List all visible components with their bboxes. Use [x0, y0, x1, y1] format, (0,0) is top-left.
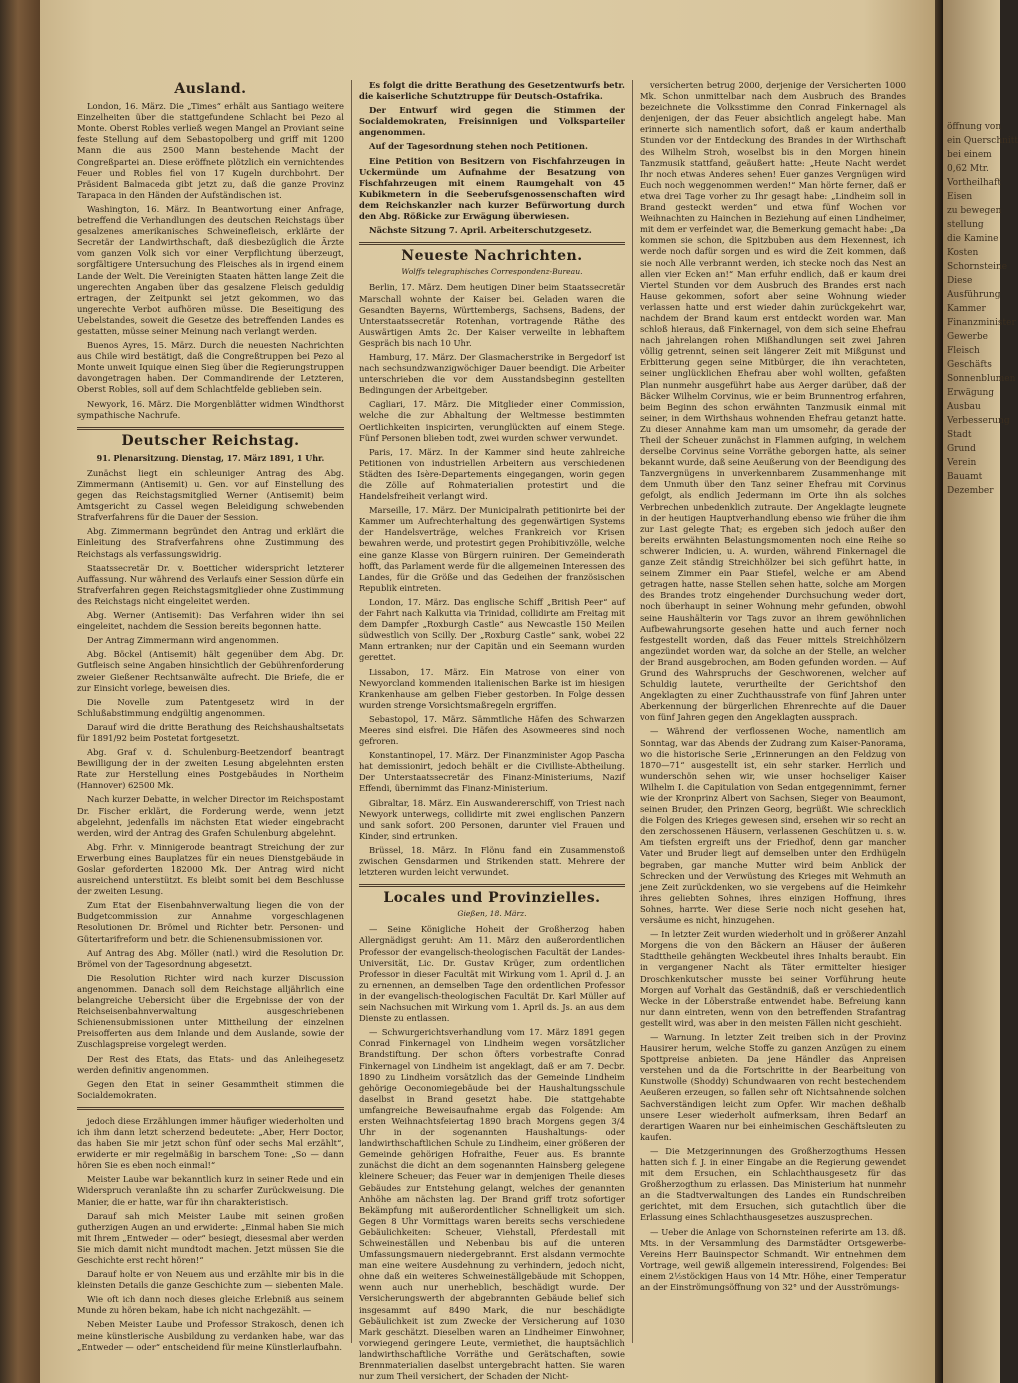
reichstag-paragraph: Gegen den Etat in seiner Gesammtheit stimmen die Socialdemokraten. — [77, 1078, 344, 1100]
fragment-line: bei einem — [947, 150, 992, 160]
local-paragraph: — Ueber die Anlage von Schornsteinen referirte am 13. dß. Mts. in der Versammlung des Darmstädter Ortsgewerbe-Vereins Herr Bauinspector Schmandt. Wir entnehmen dem Vortrage, weil gewiß allgemein interessirend, Folgendes: Bei einem 2½stöckigen Haus von 14 Mtr. Höhe, einer Temperatur an der Einströmungsöffnung von 32° und der Ausströmungs- — [639, 1226, 906, 1293]
fragment-line: Vortheilhaft — [947, 178, 1001, 188]
newspaper-page — [40, 0, 935, 1383]
local-paragraph: — In letzter Zeit wurden wiederholt und in größerer Anzahl Morgens die von den Bäckern an Häuser der äußeren Stadttheile gehängten Weckbeutel ihres Inhalts beraubt. Ein in vergangener Nacht als Täter ermittelter hiesiger Droschkenkutscher musste bei seiner Vorführung heute Morgen auf Vorhalt das Geständniß, daß er verschiedentlich Wecke in der Löberstraße entwendet habe. Befreiung kann nur dann eintreten, wenn von den betreffenden Strafantrag gestellt wird, was aber in den meisten Fällen nicht geschieht. — [639, 929, 906, 1028]
fragment-line: Stadt — [947, 430, 972, 440]
fragment-line: Diese — [947, 276, 973, 286]
fragment-line: Gewerbe — [947, 332, 988, 342]
reichstag-paragraph: Zunächst liegt ein schleuniger Antrag des Abg. Zimmermann (Antisemit) u. Gen. vor auf Einstellung des gegen das Reichstagsmitglied Werner (Antisemit) beim Amtsgericht zu Cassel wegen Beleidigung schwebenden Strafverfahrens für die Dauer der Session. — [77, 467, 344, 523]
column-3 — [632, 80, 913, 1343]
local-paragraph: — Die Metzgerinnungen des Großherzogthums Hessen hatten sich f. J. in einer Eingabe an die Regierung gewendet mit dem Ersuchen, ein Schlachthausgesetz für das Großherzogthum zu erlassen. Das Ministerium hat nunmehr an die Stadtverwaltungen des Landes ein Rundschreiben gerichtet, mit dem Ersuchen, sich gutachtlich über die Erlassung eines Schlachthausgesetzes auszusprechen. — [639, 1145, 906, 1223]
fragment-line: Grund — [947, 444, 976, 454]
reichstag-paragraph: Die Resolution Richter wird nach kurzer Discussion angenommen. Danach soll dem Reichstage alljährlich eine belangreiche Uebersicht über die Ergebnisse der von der Reichseisenbahnverwaltung ausgeschriebenen Schienensubmissionen unter Mittheilung der einzelnen Preisofferten aus dem Inlande und dem Auslande, sowie der Zuschlagspreise vorgelegt werden. — [77, 972, 344, 1050]
local-paragraph: — Während der verflossenen Woche, namentlich am Sonntag, war das Abends der Zudrang zum Kaiser-Panorama, wo die historische Serie „Erinnerungen an den Feldzug von 1870—71“ ausgestellt ist, ein sehr starker. Herrlich und wunderschön sehen wir, wie unser hochseliger Kaiser Wilhelm I. die Capitulation von Sedan entgegennimmt, ferner wie der Kronprinz Albert von Sachsen, Sieger von Beaumont, seinen Bruder, den Prinzen Georg, begrüßt. Wie schrecklich die Folgen des Krieges gewesen sind, ersehen wir so recht an den zerschossenen Häusern, verlassenen Geschützen u. s. w. Am tiefsten ergreift uns der Friedhof, denn gar mancher Vater und Bruder liegt auf demselben unter den Erdhügeln begraben, gar manche Mutter wird beim Anblick der Schrecken und der Verwüstung des Krieges mit Wehmuth an jene Zeit zurückdenken, wo sie vergebens auf die Heimkehr ihres geliebten Sohnes, ihres einzigen Hoffnung, ihres Sohnes, harrte. Wer diese Serie noch nicht gesehen hat, versäume es nicht, hinzugehen. — [639, 726, 906, 926]
fragment-line: ein Querschnitt — [947, 136, 1018, 146]
reichstag-paragraph: Eine Petition von Besitzern von Fischfahrzeugen in Uckermünde um Aufnahme der Besatzung von Fischfahrzeugen mit einem Raumgehalt von 45 Kubikmetern in die Seeberufsgenossenschaften wird dem Reichskanzler nach kurzer Befürwortung durch den Abg. Rößicke zur Erwägung überwiesen. — [358, 155, 625, 222]
reichstag-paragraph: Die Novelle zum Patentgesetz wird in der Schlußabstimmung endgültig angenommen. — [77, 696, 344, 718]
wire-service-line: Wolffs telegraphisches Correspondenz-Bureau. — [401, 267, 583, 277]
locales-articles — [359, 924, 625, 1382]
section-heading-reichstag: Deutscher Reichstag. — [121, 432, 300, 449]
news-paragraph: Berlin, 17. März. Dem heutigen Diner beim Staatssecretär Marschall wohnte der Kaiser bei. Geladen waren die Gesandten Bayerns, Württembergs, Sachsens, Badens, der Unterstaatssecretär Rotenhan, vortragende Räthe des Auswärtigen Amts 2c. Der Kaiser verweilte in lebhaftem Gespräch bis nach 10 Uhr. — [358, 282, 625, 348]
reichstag-paragraph: Der Rest des Etats, das Etats- und das Anleihegesetz werden definitiv angenommen. — [77, 1053, 344, 1075]
reichstag-paragraph: Abg. Frhr. v. Minnigerode beantragt Streichung der zur Erwerbung eines Bauplatzes für ein neues Dienstgebäude in Goslar geforderten 182000 Mk. Der Antrag wird nicht ausreichend unterstützt. Es bleibt somit bei dem Beschlusse der zweiten Lesung. — [77, 841, 344, 897]
section-heading-locales: Locales und Provinzielles. — [383, 890, 601, 907]
feuilleton-paragraph: Meister Laube war bekanntlich kurz in seiner Rede und ein Widerspruch veranlaßte ihn zu scharfer Zurückweisung. Die Manier, die er hatte, war für ihn charakteristisch. — [77, 1174, 344, 1207]
nachrichten-articles — [359, 282, 625, 878]
feuilleton-paragraph: jedoch diese Erzählungen immer häufiger wiederholten und ich ihm dann letzt scherzend bedeutete: „Aber, Herr Doctor, das haben Sie mir jetzt schon fünf oder sechs Mal erzählt“, erwiderte er mir regelmäßig in barschem Tone: „So — dann hören Sie es eben noch einmal!“ — [77, 1115, 344, 1171]
reichstag-paragraph: Darauf wird die dritte Berathung des Reichshaushaltsetats für 1891/92 beim Postetat fortgesetzt. — [77, 721, 344, 743]
fragment-line: Verbesserung — [947, 416, 1010, 426]
news-paragraph: Newyork, 16. März. Die Morgenblätter widmen Windthorst sympathische Nachrufe. — [77, 398, 344, 420]
news-paragraph: Lissabon, 17. März. Ein Matrose von einer von Newyorcland kommenden italienischen Barke ist im hiesigen Krankenhause am gelben Fieber gestorben. In Folge dessen wurden strenge Vorsichtsmaßregeln ergriffen. — [358, 666, 625, 710]
fragment-line: Erwägung — [947, 388, 995, 398]
reichstag-paragraph: Nächste Sitzung 7. April. Arbeiterschutzgesetz. — [368, 225, 592, 236]
news-paragraph: Paris, 17. März. In der Kammer sind heute zahlreiche Petitionen von industriellen Arbeitern aus verschiedenen Städten des Isère-Departements eingegangen, worin gegen die Zölle auf Rohmaterialien protestirt und die Handelsfreiheit verlangt wird. — [358, 446, 625, 502]
news-paragraph: Marseille, 17. März. Der Municipalrath petitionirte bei der Kammer um Aufrechterhaltung des gegenwärtigen Systems der Handelsverträge, welches Frankreich vor Krisen bewahren werde, und protestirt gegen Prohibitivzölle, welche eine ganze Klasse von Bürgern ruiniren. Der Gemeinderath hofft, das Parlament werde für die allgemeinen Interessen des Landes, für die Größe und das Gedeihen der französischen Republik eintreten. — [358, 505, 625, 593]
feuilleton-paragraph: Darauf holte er von Neuem aus und erzählte mir bis in die kleinsten Details die ganze Geschichte zum — siebenten Male. — [77, 1269, 344, 1291]
fragment-line: öffnung von — [947, 122, 1002, 132]
reichstag-paragraph: Der Antrag Zimmermann wird angenommen. — [87, 635, 279, 646]
fragment-line: zu bewegen — [947, 206, 1002, 216]
news-paragraph: Brüssel, 18. März. In Flönu fand ein Zusammenstoß zwischen Gensdarmen und Strikenden statt. Mehrere der letzteren wurden leicht verwundet. — [358, 844, 625, 878]
news-paragraph: Gibraltar, 18. März. Ein Auswandererschiff, von Triest nach Newyork unterwegs, collidirte mit zwei englischen Panzern und sank sofort. 200 Personen, darunter viel Frauen und Kinder, sind ertrunken. — [358, 797, 625, 841]
reichstag-paragraph: Auf Antrag des Abg. Möller (natl.) wird die Resolution Dr. Brömel von der Tagesordnung abgesetzt. — [77, 947, 344, 969]
fragment-line: Sonnenblumen — [947, 374, 1016, 384]
fragment-line: Kosten — [947, 248, 979, 258]
fragment-line: Bauamt — [947, 472, 983, 482]
section-heading-nachrichten: Neueste Nachrichten. — [401, 248, 583, 265]
section-divider — [359, 884, 625, 887]
feuilleton-paragraph: Wie oft ich dann noch dieses gleiche Erlebniß aus seinem Munde zu hören bekam, habe ich nicht nachgezählt. — — [77, 1294, 344, 1316]
fragment-line: Finanzminister — [947, 318, 1016, 328]
feuilleton-paragraph: Darauf sah mich Meister Laube mit seinen großen gutherzigen Augen an und erwiderte: „Einmal haben Sie mich mit Ihrem „Entweder — oder“ besiegt, diesesmal aber werden Sie mich damit nicht mundtodt machen. Jetzt müssen Sie die Geschichte erst recht hören!“ — [77, 1210, 344, 1265]
fragment-line: 0,62 Mtr. — [947, 164, 989, 174]
reichstag-paragraph: Abg. Graf v. d. Schulenburg-Beetzendorf beantragt Bewilligung der in der zweiten Lesung abgelehnten ersten Rate zur Herstellung eines Postgebäudes in Northeim (Hannover) 62500 Mk. — [77, 747, 344, 791]
feuilleton-paragraph: Neben Meister Laube und Professor Strakosch, denen ich meine künstlerische Ausbildung zu verdanken habe, war das „Entweder — oder“ entscheidend für meine Künstlerlaufbahn. — [77, 1319, 344, 1352]
reichstag-paragraph: Abg. Werner (Antisemit): Das Verfahren wider ihn sei eingeleitet, nachdem die Session bereits begonnen hatte. — [77, 610, 344, 632]
reichstag-paragraph: Staatssecretär Dr. v. Boetticher widerspricht letzterer Auffassung. Nur während des Verlaufs einer Session dürfe ein Strafverfahren gegen Reichstagsmitglieder ohne Zustimmung des Reichstags nicht eingeleitet werden. — [77, 562, 344, 606]
local-paragraph: — Warnung. In letzter Zeit treiben sich in der Provinz Hausirer herum, welche Stoffe zu ganzen Anzügen zu einem Spottpreise anbieten. Da jene Händler das Anpreisen verstehen und da die Fortschritte in der Bearbeitung von Kunstwolle (Shoddy) Schundwaaren von recht bestechendem Aeußeren erzeugen, so fallen sehr oft Nichtsahnende solchen Sachverständigen leicht zum Opfer. Wir machen deßhalb unsere Leser wiederholt aufmerksam, ihren Bedarf an derartigen Waaren nur bei einheimischen Geschäftsleuten zu kaufen. — [639, 1031, 906, 1142]
local-paragraph: versicherten betrug 2000, derjenige der Versicherten 1000 Mk. Schon unmittelbar nach dem Ausbruch des Brandes bezeichnete die Volksstimme den Conrad Finkernagel als denjenigen, der das Feuer absichtlich angelegt habe. Man erinnerte sich namentlich sofort, daß er kaum anderthalb Stunden vor der Entdeckung des Brandes in der Wirthschaft des Wilhelm Stroh, woselbst bis in den Morgen hinein Tanzmusik stattfand, geäußert hatte: „Heute Nacht werdet Ihr noch etwas Anderes sehen! Euer ganzes Vergnügen wird Euch noch weggenommen werden!“ Man hörte ferner, daß er etwa drei Tage vorher zu Ihr gesagt habe: „Lindheim soll in Brand gesteckt werden“ und etwa fünf Wochen vor Weihnachten zu Hainchen in Beziehung auf einen Lindheimer, mit dem er verfeindet war, die Bemerkung gemacht habe: „Da kommen sie schon, die Spitzbuben aus dem Hexennest, ich werde noch dafür sorgen und es wird die Zeit kommen, daß sie noch Alle verbrannt werden, ich stecke noch das Nest an allen vier Ecken an!“ Man erfuhr endlich, daß er kaum drei Viertel Stunden vor dem Ausbruch des Brandes erst nach Hause gekommen, sofort aber seine Wohnung wieder verlassen hatte und erst wieder dahin zurückgekehrt war, nachdem der Brand kaum erst entdeckt worden war. Man schloß hieraus, daß Finkernagel, von dem sich seine Ehefrau nach jahrelangen rohen Mißhandlungen seit zwei Jahren völlig getrennt, seinen seit längerer Zeit mit Mißgunst und Erbitterung gegen seine Mitbürger, die ihn verachteten, seiner unglücklichen Ehefrau aber wohl wollten, gefaßten Plan nunmehr ausgeführt habe aus Aerger darüber, daß der Bäcker Wilhelm Corvinus, wie er beim Brunnentrog erfahren, beim Beginn des schon erwähnten Tanzmusik einmal mit seiner, in dem Wirthshaus wohnenden Ehefrau getanzt hatte. Zu dieser Annahme kam man um umsomehr, da gerade der Theil der Scheuer zunächst in Flammen aufging, in welchem derselbe Corvinus seine Vorräthe geborgen hatte, als seiner bekannt wurde, daß seine Aeußerung von der Beendigung des Tanzvergnügens in unverkennbarem Zusammenhange mit dem Unmuth über den Tanz seiner Ehefrau mit Corvinus gefolgt, als endlich Jedermann im Orte ihn als solches Verbrechen unbedenklich zutraute. Der Angeklagte leugnete in der heutigen Hauptverhandlung ebenso wie früher die ihm zur Last gelegte That; es ergeben sich jedoch außer den bereits erwähnten Belastungsmomenten noch eine Reihe so schwerer Indicien, u. A. wurden, während Finkernagel die ganze Zeit ständig Streichhölzer bei sich geführt hatte, in seinem Zimmer ein Paar Stiefel, welche er am Abend getragen hatte, nasse Stellen sehen hatte, solche am Morgen des Brandes trotz eingehender Durchsuchung weder dort, noch überhaupt in seiner Wohnung mehr gefunden, obwohl seine Haushälterin vor Tags zuvor an ihrem gewöhnlichen Aufbewahrungsorte gesehen hatte und auch ferner noch festgestellt worden, daß das Feuer mittels Streichhölzern angezündet worden war, da solche an der Stelle, an welcher der Brand ausgebrochen, am Boden gefunden worden. — Auf Grund des Wahrspruchs der Geschworenen, welcher auf Schuldig lautete, verurtheilte der Gerichtshof den Angeklagten zu einer Zuchthausstrafe von fünf Jahren unter Aberkennung der bürgerlichen Ehrenrechte auf die Dauer von fünf Jahren gegen den Angeklagten aussprach. — [639, 80, 906, 723]
news-paragraph: London, 17. März. Das englische Schiff „British Peer“ auf der Fahrt nach Kalkutta via Trinidad, collidirte am Freitag mit dem Dampfer „Roxburgh Castle“ aus Newcastle 150 Meilen südwestlich von Scilly. Der „Roxburg Castle“ sank, wobei 22 Mann ertranken; nur der Capitän und ein Seemann wurden gerettet. — [358, 596, 625, 663]
fragment-line: Eisen — [947, 192, 973, 202]
fragment-line: Fleisch — [947, 346, 980, 356]
reichstag-paragraph: Abg. Zimmermann begründet den Antrag und erklärt die Einleitung des Strafverfahrens ohne Zustimmung des Reichstags als verfassungswidrig. — [77, 526, 344, 559]
fragment-line: stellung — [947, 220, 984, 230]
reichstag-articles — [77, 468, 344, 1101]
fragment-line: Ausbau — [947, 402, 981, 412]
fragment-line: die Kamine — [947, 234, 999, 244]
section-divider — [77, 427, 344, 430]
news-paragraph: Cagliari, 17. März. Die Mitglieder einer Commission, welche die zur Abhaltung der Weltmesse bestimmten Oertlichkeiten inspicirten, verunglückten auf einem Stege. Fünf Personen blieben todt, zwei wurden schwer verwundet. — [358, 399, 625, 443]
fragment-line: Geschäfts — [947, 360, 992, 370]
ausland-articles — [77, 101, 344, 421]
dateline: Gießen, 18. März. — [457, 909, 527, 919]
reichstag-continuation — [359, 80, 625, 236]
local-paragraph: — Seine Königliche Hoheit der Großherzog haben Allergnädigst geruht: Am 11. März den außerordentlichen Professor der evangelisch-theologischen Facultät der Landes-Universität, Lic. Dr. Gustav Krüger, zum ordentlichen Professor in dieser Facultät mit Wirkung vom 1. April d. J. an zu ernennen, an demselben Tage den ordentlichen Professor in der evangelisch-theologischen Facultät Dr. Karl Müller auf sein Nachsuchen mit Wirkung vom 1. April ds. Js. an aus dem Dienste zu entlassen. — [358, 924, 625, 1024]
book-spine — [0, 0, 40, 1383]
news-paragraph: London, 16. März. Die „Times“ erhält aus Santiago weitere Einzelheiten über die stattgefundene Schlacht bei Pezo al Monte. Oberst Robles verließ wegen Mangel an Proviant seine feste Stellung auf dem Sebastopolberg und griff mit 1200 Mann die aus 2500 Mann bestehende Macht der Congreßpartei an. Diese eröffnete plötzlich ein vernichtendes Feuer und Robles fiel von 17 Kugeln durchbohrt. Der Präsident Balmaceda gibt jetzt zu, daß die ganze Provinz Tarapaca in den Händen der Aufständischen ist. — [77, 101, 344, 200]
reichstag-paragraph: Nach kurzer Debatte, in welcher Director im Reichspostamt Dr. Fischer erklärt, die Forderung werde, wenn jetzt abgelehnt, jedenfalls im nächsten Etat wieder eingebracht werden, wird der Antrag des Grafen Schulenburg abgelehnt. — [77, 794, 344, 838]
reichstag-paragraph: Auf der Tagesordnung stehen noch Petitionen. — [368, 141, 588, 152]
next-page-edge — [943, 0, 1018, 1383]
section-divider — [359, 242, 625, 245]
news-paragraph: Sebastopol, 17. März. Sämmtliche Häfen des Schwarzen Meeres sind eisfrei. Die Häfen des Asowmeeres sind noch gefroren. — [358, 713, 625, 747]
news-paragraph: Washington, 16. März. In Beantwortung einer Anfrage, betreffend die Verhandlungen des deutschen Reichstags über gesalzenes amerikanisches Schweinefleisch, erklärte der Secretär der Landwirthschaft, daß diesbezüglich die Ärzte vom ganzen Volk sich vor einer Verpflichtung überzeugt, sorgfältigere Untersuchung des Fleisches als in irgend einem Lande der Welt. Die Vereinigten Staaten hätten lange Zeit die ungerechten Angaben über das gesalzene Fleisch geduldig ertragen, der Zeitpunkt sei jetzt gekommen, wo das ungerechte Verbot aufhören müsse. Die Beseitigung des Uebelstandes, soweit die Gesetze des betreffenden Landes es gestatten, müsse seiner Meinung nach verlangt werden. — [77, 203, 344, 336]
column-2 — [351, 80, 632, 1382]
news-paragraph: Konstantinopel, 17. März. Der Finanzminister Agop Pascha hat demissionirt, jedoch behält er die Civilliste-Abtheilung. Der Unterstaatssecretär des Finanz-Ministeriums, Nazif Effendi, übernimmt das Finanz-Ministerium. — [358, 750, 625, 794]
fragment-line: Verein — [947, 458, 977, 468]
session-line: 91. Plenarsitzung. Dienstag, 17. März 1891, 1 Uhr. — [96, 452, 325, 463]
fragment-line: Ausführung — [947, 290, 1001, 300]
column-1 — [70, 80, 351, 1352]
feuilleton — [77, 1116, 344, 1353]
next-page-fragments — [943, 0, 1018, 498]
feuilleton-divider — [77, 1107, 344, 1110]
local-paragraph: — Schwurgerichtsverhandlung vom 17. März 1891 gegen Conrad Finkernagel von Lindheim wegen vorsätzlicher Brandstiftung. Der schon öfters vorbestrafte Conrad Finkernagel von Lindheim ist angeklagt, daß er am 7. Decbr. 1890 zu Lindheim vorsätzlich das der Gemeinde Lindheim gehörige Oeconomiegebäude bei der Haushaltungsschule daselbst in Brand gesetzt habe. Die stattgehabte umfangreiche Beweisaufnahme ergab das Folgende: Am ersten Weihnachtsfeiertag 1890 brach Morgens gegen 3/4 Uhr in der sogenannten Haushaltungs- oder landwirthschaftlichen Schule zu Lindheim, einer größeren der Gemeinde gehörigen Hofraithe, Feuer aus. Es brannte zunächst die dicht an dem sogenannten Hainsberg gelegene kleinere Scheuer; das Feuer war in demjenigen Theile dieses Gebäudes zur Entstehung gelangt, welches der genannten Anhöhe am nächsten lag. Der Brand griff trotz sofortiger Bekämpfung mit außerordentlicher Schnelligkeit um sich. Gegen 8 Uhr Vormittags waren bereits sechs verschiedene Gebäulichkeiten: Scheuer, Viehstall, Pferdestall mit Schweineställen und Nebenbau bis auf die unteren Umfassungsmauern niedergebrannt. Erst alsdann vermochte man eine weitere Ausdehnung zu verhindern, jedoch nicht, ohne daß ein weiteres Schweineställgebäude mit Schoppen, wenn auch nur unerheblich, beschädigt wurde. Der Versicherungswerth der abgebrannten Gebäude belief sich insgesammt auf 8490 Mark, die nur beschädigte Gebäulichkeit ist zum Zwecke der Versicherung auf 1030 Mark geschätzt. Dieselben waren an Lindheimer Einwohner, vorwiegend geringere Leute, vermiethet, die hauptsächlich landwirthschaftliche Vorräthe und Gerätschaften, sowie Brennmaterialien daselbst untergebracht hatten. Sie waren nur zum Theil versichert, der Schaden der Nicht- — [358, 1027, 625, 1382]
news-paragraph: Hamburg, 17. März. Der Glasmacherstrike in Bergedorf ist nach sechsundzwanzigwöchiger Dauer beendigt. Die Arbeiter unterschrieben die vor dem Ausstandsbeginn gestellten Bedingungen der Arbeitgeber. — [358, 351, 625, 396]
reichstag-paragraph: Es folgt die dritte Berathung des Gesetzentwurfs betr. die kaiserliche Schutztruppe für Deutsch-Ostafrika. — [358, 80, 625, 102]
reichstag-paragraph: Zum Etat der Eisenbahnverwaltung liegen die von der Budgetcommission zur Annahme vorgeschlagenen Resolutionen Dr. Brömel und Richter betr. Personen- und Gütertarifreform und betr. die Schienensubmissionen vor. — [77, 900, 344, 944]
fragment-line: Schornsteine — [947, 262, 1008, 272]
column-layout — [70, 80, 913, 1382]
fragment-line: Kammer — [947, 304, 986, 314]
news-paragraph: Buenos Ayres, 15. März. Durch die neuesten Nachrichten aus Chile wird bestätigt, daß die Congreßtruppen bei Pezo al Monte unweit Iquique einen Sieg über die Regierungstruppen davongetragen haben. Der Commandirende der Letzteren, Oberst Robles, soll auf dem Schlachtfelde geblieben sein. — [77, 340, 344, 395]
page-gutter — [935, 0, 943, 1383]
reichstag-paragraph: Der Entwurf wird gegen die Stimmen der Socialdemokraten, Freisinnigen und Volksparteiler angenommen. — [358, 105, 625, 138]
section-heading-ausland: Ausland. — [174, 81, 247, 97]
fragment-line: Dezember — [947, 486, 994, 496]
reichstag-paragraph: Abg. Böckel (Antisemit) hält gegenüber dem Abg. Dr. Gutfleisch seine Angaben hinsichtlich der Gebührenforderung zweier Gießener Rechtsanwälte aufrecht. Die Briefe, die er zur Einsicht vorlege, beweisen dies. — [77, 649, 344, 693]
